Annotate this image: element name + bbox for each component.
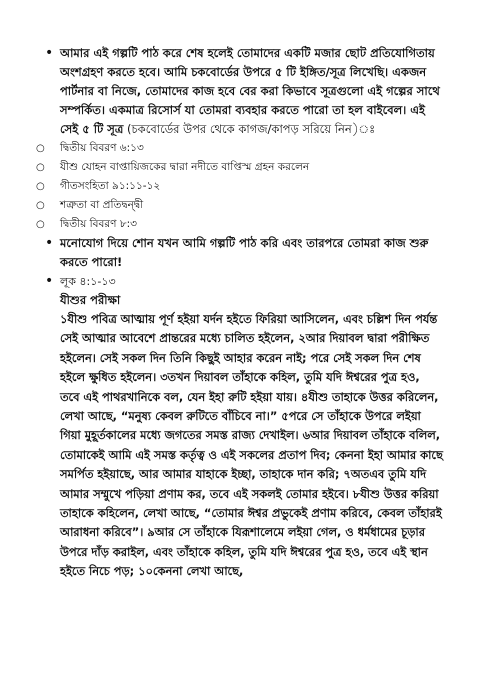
- circle-bullet-icon: ○: [36, 143, 45, 154]
- clue-item: [36, 177, 443, 196]
- clue-text: যীশু যোহন বাপ্তায়িজকের দ্বারা নদীতে বাপ্তিস্ম গ্রহন করলেন: [60, 161, 310, 173]
- bullet-icon: •: [45, 235, 54, 251]
- passage-text: ১যীশু পবিত্র আত্মায় পূর্ণ হইয়া যর্দন হইতে ফিরিয়া আসিলেন, এবং চল্লিশ দিন পর্যন্ত সেই আত্মার আবেশে প্রান্তরের মধ্যে চালিত হইলেন, ২আর দিয়াবল দ্বারা পরীক্ষিত হইলেন। সেই সকল দিন তিনি কিছুই আহার করেন নাই; পরে সেই সকল দিন শেষ হইলে ক্ষুধিত হইলেন। ৩তখন দিয়াবল তাঁহাকে কহিল, তুমি যদি ঈশ্বরের পুত্র হও, তবে এই পাথরখানিকে বল, যেন ইহা রুটি হইয়া যায়। ৪যীশু তাহাকে উত্তর করিলেন, লেখা আছে, “মনুষ্য কেবল রুটিতে বাঁচিবে না।” ৫পরে সে তাঁহাকে উপরে লইয়া গিয়া মুহূর্তকালের মধ্যে জগতের সমস্ত রাজ্য দেখাইল। ৬আর দিয়াবল তাঁহাকে বলিল, তোমাকেই আমি এই সমস্ত কর্তৃত্ব ও এই সকলের প্রতাপ দিব; কেননা ইহা আমার কাছে সমর্পিত হইয়াছে, আর আমার যাহাকে ইচ্ছা, তাহাকে দান করি; ৭অতএব তুমি যদি আমার সম্মুখে পড়িয়া প্রণাম কর, তবে এই সকলই তোমার হইবে। ৮যীশু উত্তর করিয়া তাহাকে কহিলেন, লেখা আছে, “তোমার ঈশ্বর প্রভুকেই প্রণাম করিবে, কেবল তাঁহারই আরাধনা করিবে”। ৯আর সে তাঁহাকে যিরূশালেমে লইয়া গেল, ও ধর্মধামের চূড়ার উপরে দাঁড় করাইল, এবং তাঁহাকে কহিল, তুমি যদি ঈশ্বরের পুত্র হও, তবে এই স্থান হইতে নিচে পড়; ১০কেননা লেখা আছে,: [60, 312, 443, 579]
- clue-text: শত্রুতা বা প্রতিদ্বন্দ্বী: [60, 199, 144, 211]
- intro-normal-text: (চকবোর্ডের উপর থেকে কাগজ/কাপড় সরিয়ে নিন)ঃ: [123, 122, 376, 136]
- clue-item: [36, 196, 443, 215]
- clue-item: [36, 215, 443, 234]
- circle-bullet-icon: ○: [36, 162, 45, 173]
- clue-text: গীতসংহিতা ৯১:১১-১২: [60, 180, 161, 192]
- reading-item: [45, 272, 443, 582]
- top-list: [45, 44, 443, 139]
- intro-item: [45, 44, 443, 139]
- clue-item: [36, 158, 443, 177]
- reading-reference: লূক ৪:১-১৩: [60, 275, 116, 288]
- passage-title: যীশুর পরীক্ষা: [60, 293, 121, 307]
- bullet-icon: •: [45, 273, 54, 289]
- clue-text: দ্বিতীয় বিবরণ ৮:৩: [60, 218, 137, 230]
- bullet-icon: •: [45, 45, 54, 61]
- circle-bullet-icon: ○: [36, 181, 45, 192]
- main-list: [45, 234, 443, 582]
- instruction-item: [45, 234, 443, 272]
- clue-item: [36, 139, 443, 158]
- intro-paragraph: [60, 44, 443, 139]
- instruction-text: মনোযোগ দিয়ে শোন যখন আমি গল্পটি পাঠ করি এবং তারপরে তোমরা কাজ শুরু করতে পারো!: [60, 236, 429, 269]
- clue-text: দ্বিতীয় বিবরণ ৬:১৩: [60, 142, 144, 154]
- circle-bullet-icon: ○: [36, 200, 45, 211]
- clue-list: [36, 139, 443, 234]
- circle-bullet-icon: ○: [36, 219, 45, 230]
- intro-bold-text: আমার এই গল্পটি পাঠ করে শেষ হলেই তোমাদের একটি মজার ছোট প্রতিযোগিতায় অংশগ্রহণ করতে হবে। আমি চকবোর্ডের উপরে ৫ টি ইঙ্গিত/সূত্র লিখেছি। একজন পার্টনার বা নিজে, তোমাদের কাজ হবে বের করা কিভাবে সূত্রগুলো এই গল্পের সাথে সম্পর্কিত। একমাত্র রিসোর্স যা তোমরা ব্যবহার করতে পারো তা হল বাইবেল। এই সেই ৫ টি সূত্র: [60, 46, 440, 136]
